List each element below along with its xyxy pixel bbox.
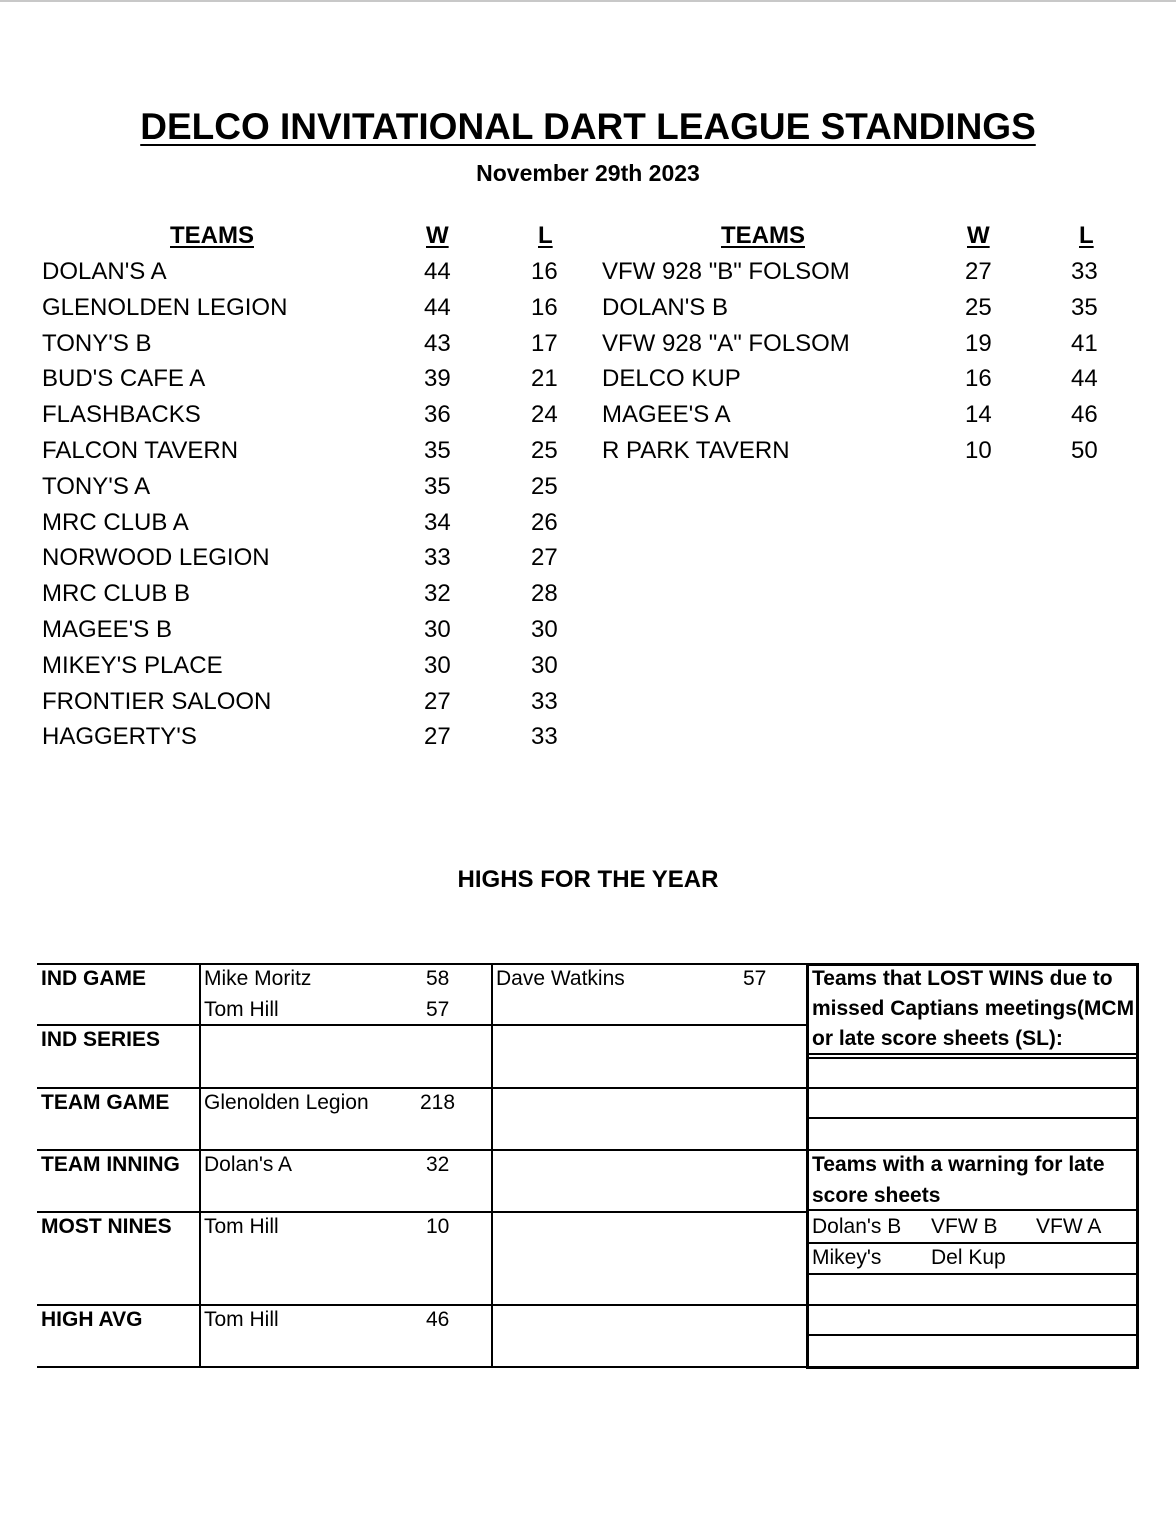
team-name: MRC CLUB A: [42, 508, 189, 536]
team-name: NORWOOD LEGION: [42, 544, 270, 572]
team-losses: 33: [531, 723, 558, 751]
standings-left-teams: [42, 254, 287, 755]
team-wins: 25: [965, 293, 992, 321]
standings-left-losses: [531, 254, 558, 755]
label-most-nines: MOST NINES: [41, 1215, 172, 1238]
team-losses: 26: [531, 508, 558, 536]
team-name: MIKEY'S PLACE: [42, 651, 223, 679]
team-losses: 27: [531, 544, 558, 572]
team-name: FRONTIER SALOON: [42, 687, 272, 715]
standings-date: November 29th 2023: [476, 160, 700, 186]
page-title: DELCO INVITATIONAL DART LEAGUE STANDINGS: [140, 106, 1036, 147]
team-wins: 33: [424, 544, 451, 572]
lost-wins-line-3: or late score sheets (SL):: [812, 1027, 1063, 1050]
team-name: DELCO KUP: [602, 365, 741, 393]
label-ind-game: IND GAME: [41, 967, 146, 990]
warning-team-del-kup: Del Kup: [931, 1246, 1006, 1269]
standings-right-wins: [965, 254, 992, 469]
team-losses: 28: [531, 580, 558, 608]
team-losses: 17: [531, 329, 558, 357]
ind-game-extra-value: 57: [743, 967, 767, 990]
team-wins: 36: [424, 401, 451, 429]
team-wins: 34: [424, 508, 451, 536]
team-inning-name: Dolan's A: [204, 1153, 293, 1176]
team-wins: 43: [424, 329, 451, 357]
high-avg-name: Tom Hill: [204, 1308, 279, 1331]
teams-header-right: TEAMS: [721, 222, 805, 249]
most-nines-name: Tom Hill: [204, 1215, 279, 1238]
label-ind-series: IND SERIES: [41, 1028, 161, 1051]
team-losses: 25: [531, 436, 558, 464]
team-losses: 30: [531, 651, 558, 679]
most-nines-value: 10: [426, 1215, 450, 1238]
label-team-game: TEAM GAME: [41, 1091, 170, 1114]
team-name: MAGEE'S B: [42, 615, 172, 643]
team-name: TONY'S B: [42, 329, 152, 357]
ind-game-name-2: Tom Hill: [204, 998, 279, 1021]
warning-line-1: Teams with a warning for late: [812, 1153, 1105, 1176]
team-wins: 39: [424, 365, 451, 393]
team-wins: 30: [424, 651, 451, 679]
team-wins: 10: [965, 436, 992, 464]
label-high-avg: HIGH AVG: [41, 1308, 143, 1331]
warning-line-2: score sheets: [812, 1184, 941, 1207]
standings-right-losses: [1071, 254, 1098, 469]
team-losses: 24: [531, 401, 558, 429]
team-name: VFW 928 "A" FOLSOM: [602, 329, 850, 357]
top-border: [0, 0, 1176, 2]
w-header-left: W: [426, 222, 449, 249]
ind-game-value-2: 57: [426, 998, 450, 1021]
team-wins: 27: [965, 258, 992, 285]
l-header-right: L: [1079, 222, 1094, 249]
teams-header-left: TEAMS: [170, 222, 254, 249]
team-name: FLASHBACKS: [42, 401, 201, 429]
team-losses: 41: [1071, 329, 1098, 357]
ind-game-extra-name: Dave Watkins: [496, 967, 625, 990]
team-losses: 33: [1071, 258, 1098, 285]
lost-wins-line-1: Teams that LOST WINS due to: [812, 967, 1113, 990]
team-name: R PARK TAVERN: [602, 436, 790, 464]
warning-team-mikeys: Mikey's: [812, 1246, 882, 1269]
ind-game-value-1: 58: [426, 967, 450, 990]
ind-game-name-1: Mike Moritz: [204, 967, 312, 990]
team-losses: 35: [1071, 293, 1098, 321]
team-losses: 21: [531, 365, 558, 393]
team-wins: 27: [424, 723, 451, 751]
team-name: FALCON TAVERN: [42, 436, 239, 464]
team-name: TONY'S A: [42, 472, 151, 500]
team-losses: 33: [531, 687, 558, 715]
l-header-left: L: [538, 222, 553, 249]
team-name: BUD'S CAFE A: [42, 365, 206, 393]
team-losses: 16: [531, 258, 558, 285]
team-game-value: 218: [420, 1091, 456, 1114]
highs-title: HIGHS FOR THE YEAR: [457, 866, 719, 893]
team-wins: 19: [965, 329, 992, 357]
team-wins: 32: [424, 580, 451, 608]
team-losses: 46: [1071, 401, 1098, 429]
high-avg-value: 46: [426, 1308, 450, 1331]
team-wins: 16: [965, 365, 992, 393]
lost-wins-line-2: missed Captians meetings(MCM: [812, 997, 1135, 1020]
team-losses: 16: [531, 293, 558, 321]
warning-team-dolans-b: Dolan's B: [812, 1215, 902, 1238]
team-name: DOLAN'S B: [602, 293, 728, 321]
warning-team-vfw-b: VFW B: [931, 1215, 998, 1238]
team-wins: 35: [424, 436, 451, 464]
team-name: DOLAN'S A: [42, 258, 167, 285]
team-losses: 44: [1071, 365, 1098, 393]
team-inning-value: 32: [426, 1153, 450, 1176]
team-name: GLENOLDEN LEGION: [42, 293, 288, 321]
standings-right-teams: [602, 254, 850, 469]
w-header-right: W: [967, 222, 990, 249]
team-wins: 44: [424, 293, 451, 321]
team-wins: 30: [424, 615, 451, 643]
team-losses: 50: [1071, 436, 1098, 464]
team-wins: 35: [424, 472, 451, 500]
team-losses: 30: [531, 615, 558, 643]
team-name: MRC CLUB B: [42, 580, 191, 608]
team-name: HAGGERTY'S: [42, 723, 197, 751]
warning-team-vfw-a: VFW A: [1036, 1215, 1102, 1238]
lost-wins-text: [812, 964, 1135, 1054]
team-name: VFW 928 "B" FOLSOM: [602, 258, 850, 285]
team-game-name: Glenolden Legion: [204, 1091, 369, 1114]
team-losses: 25: [531, 472, 558, 500]
standings-left-wins: [424, 254, 451, 755]
team-wins: 14: [965, 401, 992, 429]
label-team-inning: TEAM INNING: [41, 1153, 180, 1176]
team-wins: 27: [424, 687, 451, 715]
team-wins: 44: [424, 258, 451, 285]
team-name: MAGEE'S A: [602, 401, 731, 429]
